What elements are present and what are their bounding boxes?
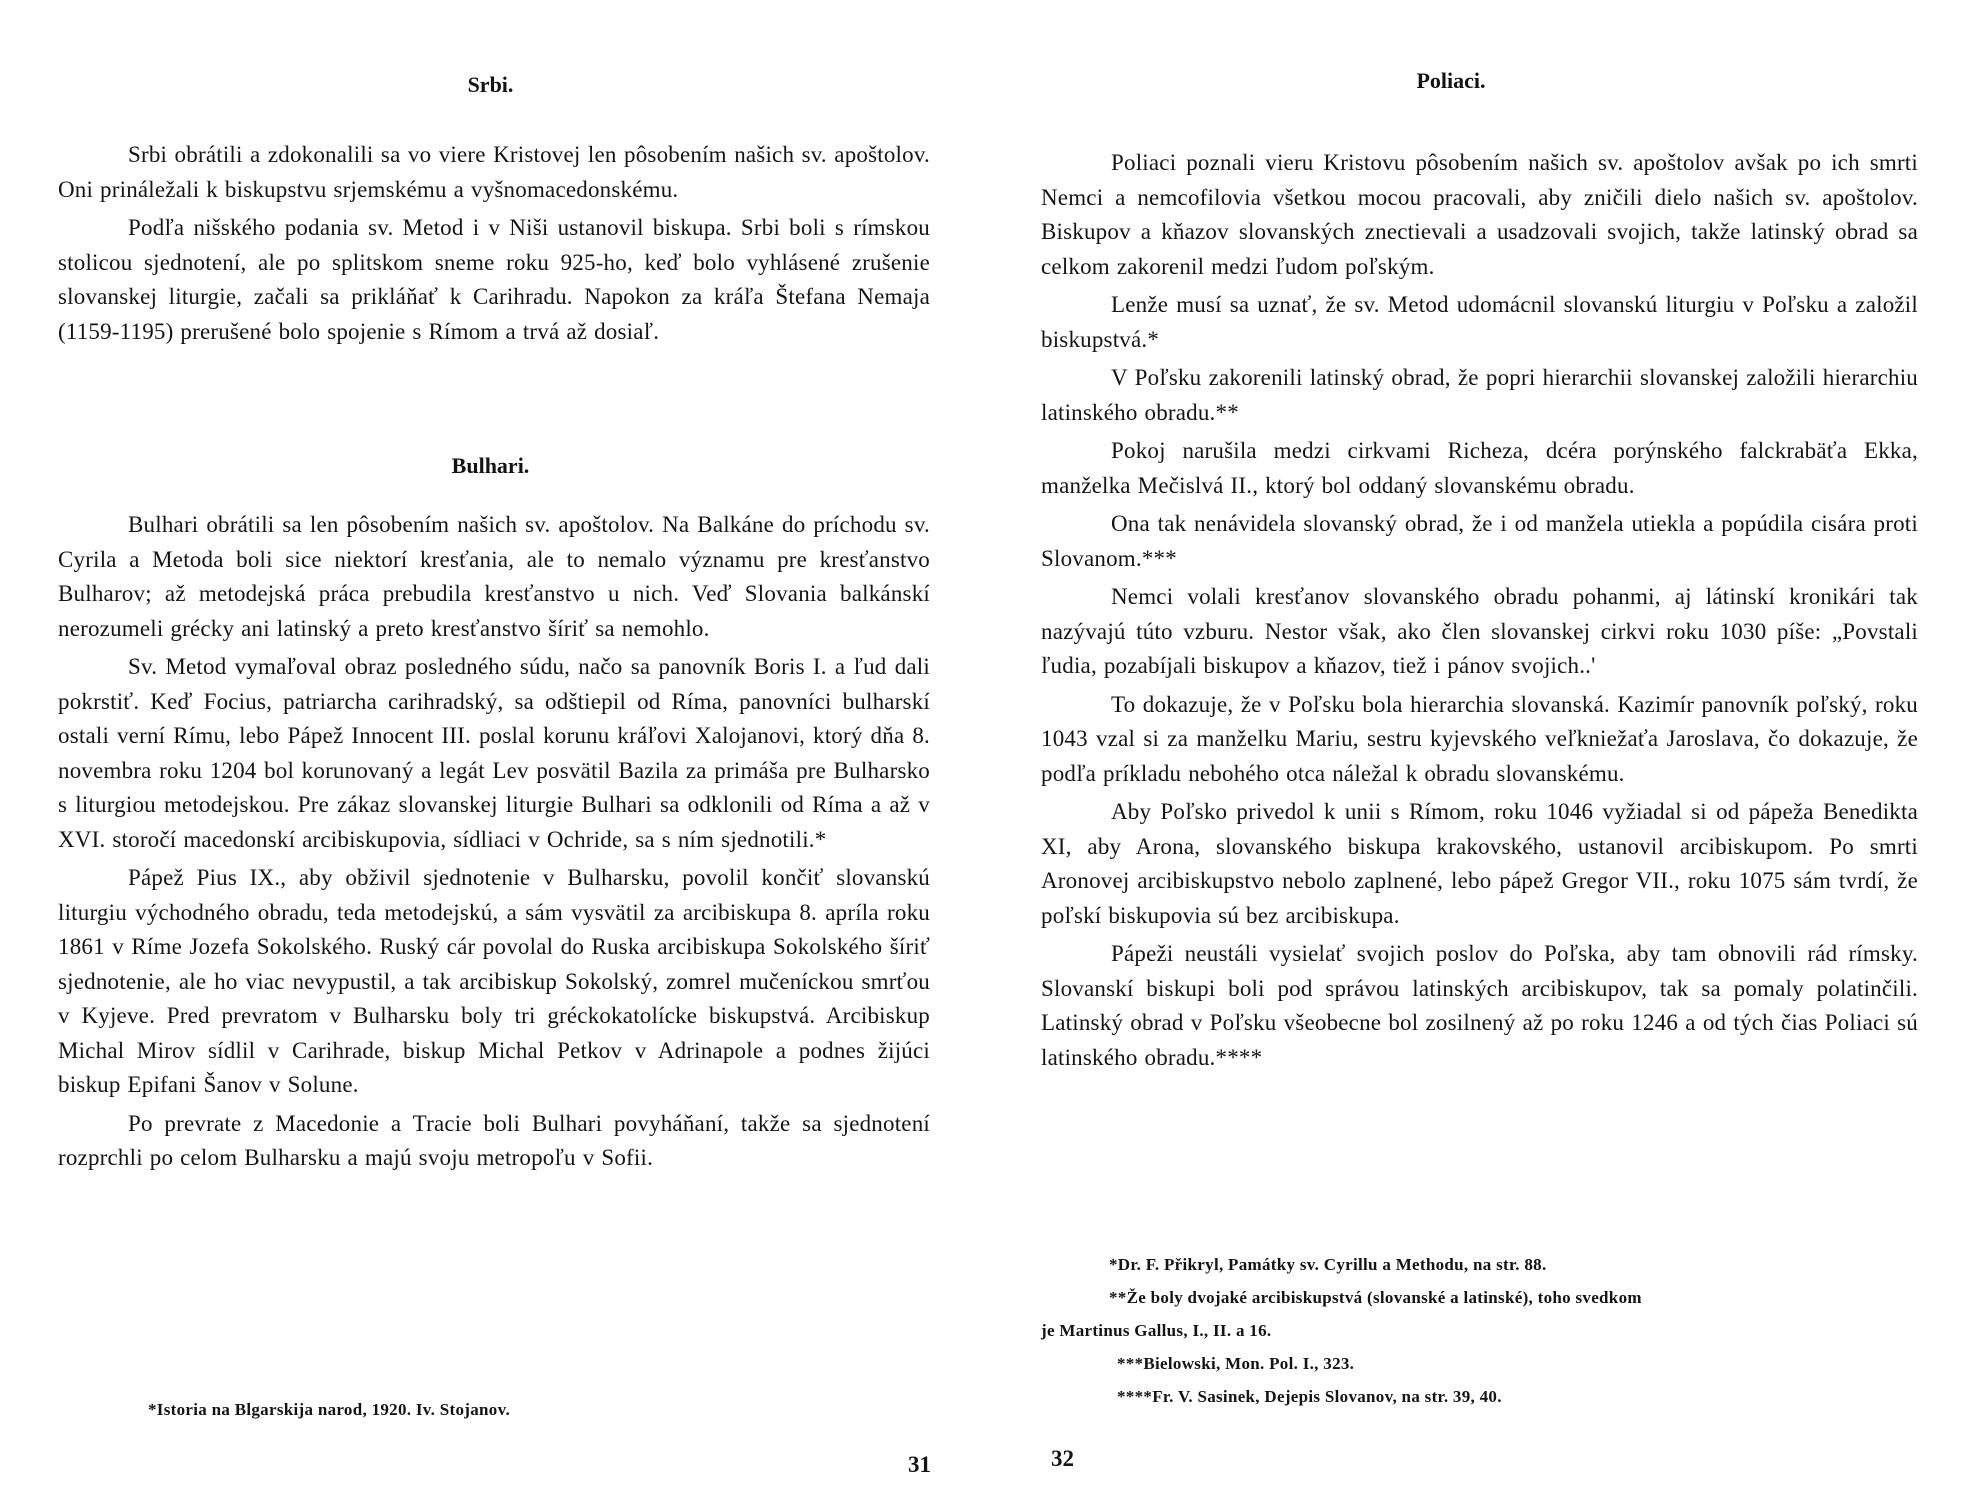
paragraph: Aby Poľsko privedol k unii s Rímom, roku 1046 vyžiadal si od pápeža Benedikta XI, aby Arona, slovanského biskupa krakovského, ustanovil arcibiskupom. Po smrti Aronovej arcibiskupstvo nebolo zaplnené, lebo pápež Gregor VII., roku 1075 sám tvrdí, že poľskí biskupovia sú bez arcibiskupa.	[1041, 799, 1918, 928]
right-page	[981, 0, 1962, 1500]
paragraph: Ona tak nenávidela slovanský obrad, že i od manžela utiekla a popúdila cisára proti Slovanom.***	[1041, 511, 1918, 571]
paragraph: Pokoj narušila medzi cirkvami Richeza, dcéra porýnského falckrabäťa Ekka, manželka Mečislvá II., ktorý bol oddaný slovanskému obradu.	[1041, 438, 1918, 498]
footnote: ***Bielowski, Mon. Pol. I., 323.	[1117, 1354, 1355, 1373]
footnote: *Dr. F. Přikryl, Památky sv. Cyrillu a Methodu, na str. 88.	[1109, 1255, 1547, 1274]
section-heading-bulhari: Bulhari.	[451, 453, 530, 478]
footnote: ****Fr. V. Sasinek, Dejepis Slovanov, na str. 39, 40.	[1117, 1387, 1502, 1406]
section-heading-srbi: Srbi.	[467, 72, 514, 97]
paragraph: Pápeži neustáli vysielať svojich poslov do Poľska, aby tam obnovili rád rímsky. Slovanskí biskupi boli pod správou latinských arcibiskupov, tak sa pomaly polatinčili. Latinský obrad v Poľsku všeobecne bol zosilnený až po roku 1246 a od tých čias Poliaci sú latinského obradu.****	[1041, 941, 1918, 1070]
section-poliaci-body	[1041, 146, 1918, 1079]
section-srbi-body	[58, 138, 930, 353]
paragraph: V Poľsku zakorenili latinský obrad, že popri hierarchii slovanskej založili hierarchiu latinského obradu.**	[1041, 365, 1918, 425]
paragraph: Lenže musí sa uznať, že sv. Metod udomácnil slovanskú liturgiu v Poľsku a založil biskupstvá.*	[1041, 292, 1918, 352]
page-number: 32	[1051, 1446, 1074, 1471]
paragraph: To dokazuje, že v Poľsku bola hierarchia slovanská. Kazimír panovník poľský, roku 1043 vzal si za manželku Mariu, sestru kyjevského veľkniežaťa Jaroslava, čo dokazuje, že podľa príkladu nebohého otca náležal k obradu slovanskému.	[1041, 691, 1918, 786]
section-heading-poliaci: Poliaci.	[1416, 68, 1486, 93]
section-bulhari-body	[58, 508, 930, 1180]
footnotes	[148, 1393, 510, 1426]
footnote-continuation: je Martinus Gallus, I., II. a 16.	[1041, 1321, 1272, 1340]
paragraph: Podľa nišského podania sv. Metod i v Niši ustanovil biskupa. Srbi boli s rímskou stolicou sjednotení, ale po splitskom sneme roku 925-ho, keď bolo vyhlásené zrušenie slovanskej liturgie, začali sa prikláňať k Carihradu. Napokon za kráľa Štefana Nemaja (1159-1195) prerušené bolo spojenie s Rímom a trvá až dosiaľ.	[58, 215, 930, 344]
paragraph: Poliaci poznali vieru Kristovu pôsobením našich sv. apoštolov avšak po ich smrti Nemci a nemcofilovia všetkou mocou pracovali, aby zničili dielo našich sv. apoštolov. Biskupov a kňazov slovanských znectievali a usadzovali svojich, takže latinský obrad sa celkom zakorenil medzi ľudom poľským.	[1041, 150, 1918, 279]
paragraph: Sv. Metod vymaľoval obraz posledného súdu, načo sa panovník Boris I. a ľud dali pokrstiť. Keď Focius, patriarcha carihradský, sa odštiepil od Ríma, panovníci bulharskí ostali verní Rímu, lebo Pápež Innocent III. poslal korunu kráľovi Xalojanovi, ktorý dňa 8. novembra roku 1204 bol korunovaný a legát Lev posvätil Bazila za primáša pre Bulharsko s liturgiou metodejskou. Pre zákaz slovanskej liturgie Bulhari sa odklonili od Ríma a až v XVI. storočí macedonskí arcibiskupovia, sídliaci v Ochride, sa s ním sjednotili.*	[58, 654, 930, 852]
paragraph: Po prevrate z Macedonie a Tracie boli Bulhari povyháňaní, takže sa sjednotení rozprchli po celom Bulharsku a majú svoju metropoľu v Sofii.	[58, 1110, 930, 1170]
footnote: *Istoria na Blgarskija narod, 1920. Iv. Stojanov.	[148, 1400, 510, 1419]
footnotes	[1041, 1248, 1921, 1413]
paragraph: Nemci volali kresťanov slovanského obradu pohanmi, aj látinskí kronikári tak nazývajú túto vzburu. Nestor však, ako člen slovanskej cirkvi roku 1030 píše: „Povstali ľudia, pozabíjali biskupov a kňazov, tiež i pánov svojich..'	[1041, 584, 1918, 678]
paragraph: Bulhari obrátili sa len pôsobením našich sv. apoštolov. Na Balkáne do príchodu sv. Cyrila a Metoda boli sice niektorí kresťania, ale to nemalo významu pre kresťanstvo Bulharov; až metodejská práca prebudila kresťanstvo u nich. Veď Slovania balkánskí nerozumeli grécky ani latinský a preto kresťanstvo šíriť sa nemohlo.	[58, 512, 930, 641]
paragraph: Srbi obrátili a zdokonalili sa vo viere Kristovej len pôsobením našich sv. apoštolov. Oni prináležali k biskupstvu srjemskému a vyšnomacedonskému.	[58, 142, 930, 202]
page-number: 31	[908, 1452, 931, 1477]
paragraph: Pápež Pius IX., aby obživil sjednotenie v Bulharsku, povolil končiť slovanskú liturgiu východného obradu, teda metodejskú, a sám vysvätil za arcibiskupa 8. apríla roku 1861 v Ríme Jozefa Sokolského. Ruský cár povolal do Ruska arcibiskupa Sokolského šíriť sjednotenie, ale ho viac nevypustil, a tak arcibiskup Sokolský, zomrel mučeníckou smrťou v Kyjeve. Pred prevratom v Bulharsku boly tri gréckokatolícke biskupstvá. Arcibiskup Michal Mirov sídlil v Carihrade, biskup Michal Petkov v Adrinapole a podnes žijúci biskup Epifani Šanov v Solune.	[58, 865, 930, 1097]
footnote: **Že boly dvojaké arcibiskupstvá (slovanské a latinské), toho svedkom	[1109, 1288, 1642, 1307]
